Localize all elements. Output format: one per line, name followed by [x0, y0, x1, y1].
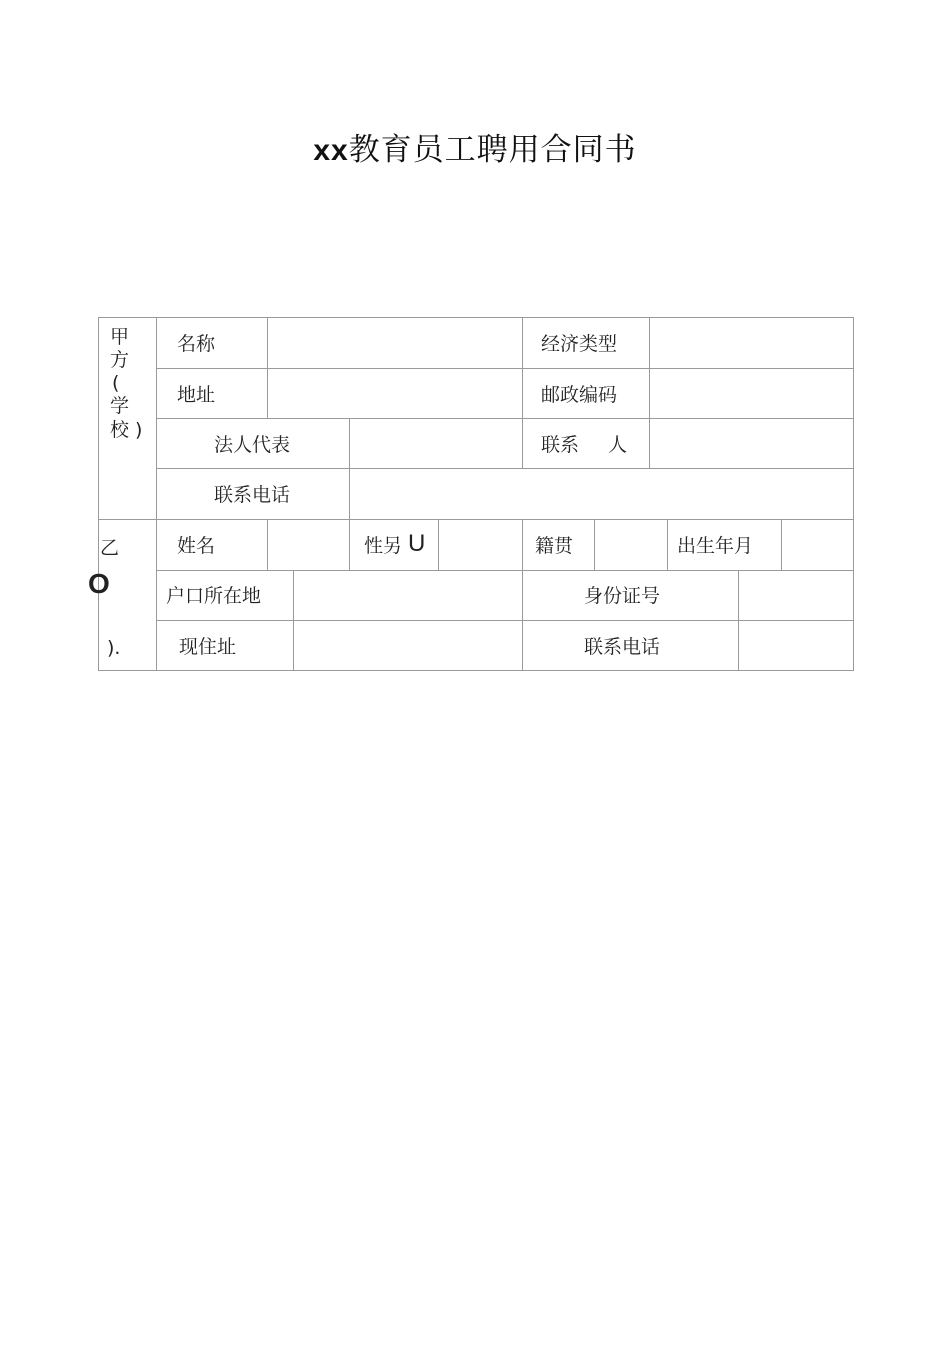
party-a-econ-value-cell[interactable] [649, 317, 854, 369]
party-b-side-char: 乙 [100, 537, 120, 559]
party-a-contact-label: 联系 [541, 434, 580, 456]
party-b-phone-value-cell[interactable] [738, 620, 854, 671]
party-b-id-value-cell[interactable] [738, 570, 854, 621]
party-b-side-mark: O [88, 568, 110, 599]
party-a-address-label: 地址 [177, 384, 216, 406]
party-b-native-value-cell[interactable] [594, 519, 668, 571]
party-a-name-label: 名称 [177, 333, 216, 355]
party-a-side-char: 甲 [110, 326, 130, 348]
party-a-side-char: 校 [110, 419, 130, 441]
title-main: 教育员工聘用合同书 [348, 132, 637, 168]
party-b-gender-value-cell[interactable] [438, 519, 523, 571]
party-b-gender-label: 性另 [364, 535, 403, 557]
party-b-birth-label: 出生年月 [677, 535, 754, 557]
party-b-side-label [88, 519, 157, 671]
party-b-id-label: 身份证号 [584, 585, 661, 607]
party-b-current-addr-label: 现住址 [179, 636, 237, 658]
party-b-native-label: 籍贯 [535, 535, 574, 557]
party-a-side-char: ) [135, 419, 143, 441]
party-a-side-char: ( [112, 372, 120, 394]
party-a-legalrep-value-cell[interactable] [349, 418, 523, 469]
party-a-side-char: 学 [110, 395, 130, 417]
party-a-contact-label-2: 人 [608, 434, 628, 456]
party-b-name-label: 姓名 [177, 535, 216, 557]
party-a-postcode-label: 邮政编码 [541, 384, 618, 406]
party-a-address-value-cell[interactable] [267, 368, 523, 419]
party-a-phone-label: 联系电话 [214, 484, 291, 506]
party-a-name-value-cell[interactable] [267, 317, 523, 369]
party-a-postcode-value-cell[interactable] [649, 368, 854, 419]
party-b-hukou-label: 户口所在地 [166, 585, 262, 607]
party-b-phone-label: 联系电话 [584, 636, 661, 658]
party-b-gender-mark: U [408, 530, 426, 557]
party-b-hukou-value-cell[interactable] [293, 570, 523, 621]
party-b-name-value-cell[interactable] [267, 519, 350, 571]
party-b-addr-value-cell[interactable] [293, 620, 523, 671]
party-a-contact-value-cell[interactable] [649, 418, 854, 469]
party-a-phone-value-cell[interactable] [349, 468, 854, 520]
party-b-birth-value-cell[interactable] [781, 519, 854, 571]
party-a-side-char: 方 [110, 349, 130, 371]
title-prefix: xx [313, 134, 349, 167]
party-b-side-char: ). [107, 637, 121, 659]
party-a-legal-rep-label: 法人代表 [214, 434, 291, 456]
party-a-econ-type-label: 经济类型 [541, 333, 618, 355]
party-a-side-label [98, 317, 157, 520]
